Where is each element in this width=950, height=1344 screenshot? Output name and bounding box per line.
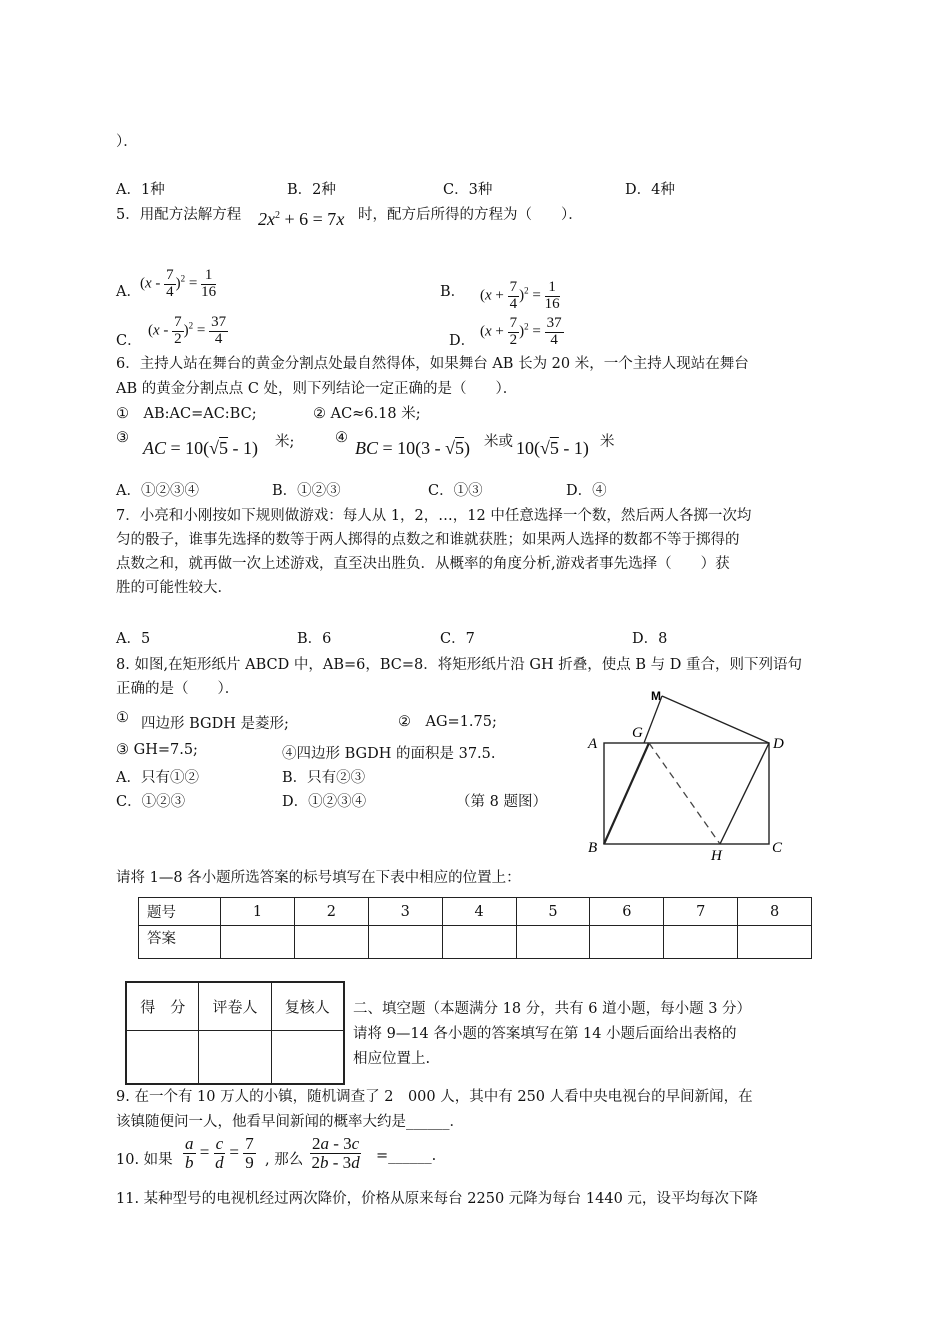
q8-option-d: D．①②③④ xyxy=(282,794,367,810)
label-b: B xyxy=(588,840,598,856)
score-table xyxy=(125,981,345,1085)
grader-cell[interactable] xyxy=(199,1031,271,1085)
q6-option-c: C．①③ xyxy=(428,483,483,499)
label-g: G xyxy=(632,725,643,741)
q6-s4-expression-1: BC = 10(3 - √5) xyxy=(355,438,471,458)
q6-s4-expression-2: 10(√5 - 1) xyxy=(516,438,589,458)
q5-equation: $2x^2 + 6 = 7x$ xyxy=(258,209,345,229)
label-h: H xyxy=(711,848,722,864)
q10-equation-1: $\frac{a}{b}$ = $\frac{c}{d}$ = $\frac{7}{9}$ xyxy=(185,1134,254,1172)
label-m: M xyxy=(651,689,661,703)
question-11: 11. 某种型号的电视机经过两次降价，价格从原来每台 2250 元降为每台 1440 元，设平均每次下降 xyxy=(116,1191,758,1207)
q5-stem-after: 时，配方后所得的方程为（ ）． xyxy=(358,207,583,223)
q5-label-a: A． xyxy=(116,284,141,300)
answer-table xyxy=(138,897,812,959)
q4-option-c: C．3种 xyxy=(443,182,493,198)
q7-option-d: D．8 xyxy=(632,631,668,647)
q8-figure-caption: （第 8 题图） xyxy=(456,794,547,810)
q8-stem-line-2: 正确的是（ ）． xyxy=(116,681,240,697)
q8-option-b: B．只有②③ xyxy=(282,770,366,786)
score-table-header-row xyxy=(126,982,344,1031)
label-a: A xyxy=(588,736,598,752)
answer-table-number: 2 xyxy=(294,898,368,926)
answer-table-number: 1 xyxy=(221,898,295,926)
label-c: C xyxy=(772,840,783,856)
answer-cell[interactable] xyxy=(590,926,664,959)
section-2-note-line-2: 相应位置上. xyxy=(353,1051,431,1067)
q6-statement-2: ② AC≈6.18 米; xyxy=(313,406,421,422)
reviewer-header: 复核人 xyxy=(271,982,344,1031)
q8-stem-line-1: 8. 如图,在矩形纸片 ABCD 中，AB=6，BC=8．将矩形纸片沿 GH 折叠，使点 B 与 D 重合，则下列语句 xyxy=(116,657,802,673)
label-d: D xyxy=(773,736,784,752)
q5-option-b: (x + $\frac{7}{4}$ )$^2$ = $\frac{1}{16}$ xyxy=(480,279,560,312)
q8-figure xyxy=(580,680,790,870)
q5-stem-before: 5．用配方法解方程 xyxy=(116,207,242,223)
q6-option-b: B．①②③ xyxy=(272,483,341,499)
answer-table-number: 5 xyxy=(516,898,590,926)
answer-table-row2-label: 答案 xyxy=(139,926,221,959)
answer-cell[interactable] xyxy=(221,926,295,959)
q9-line-2: 该镇随便问一人，他看早间新闻的概率大约是______． xyxy=(116,1114,464,1130)
q8-s1-label: ① xyxy=(116,710,129,726)
segment-md xyxy=(662,696,769,743)
answer-table-answer-row xyxy=(139,926,812,959)
q10-prefix: 10. 如果 xyxy=(116,1152,173,1168)
q7-stem-line-1: 7．小亮和小刚按如下规则做游戏：每人从 1，2，…，12 中任意选择一个数，然后两人各掷一次均 xyxy=(116,508,752,524)
q5-label-b: B． xyxy=(440,284,466,300)
q6-stem-line-1: 6．主持人站在舞台的黄金分割点处最自然得体，如果舞台 AB 长为 20 米，一个主持人现站在舞台 xyxy=(116,356,749,372)
answer-table-number: 3 xyxy=(368,898,442,926)
q6-option-d: D．④ xyxy=(566,483,607,499)
q6-s4-mid: 米或 xyxy=(484,434,513,450)
q7-option-a: A．5 xyxy=(116,631,151,647)
q8-option-a: A．只有①② xyxy=(116,770,199,786)
q5-option-c: (x - $\frac{7}{2}$ )$^2$ = $\frac{37}{4}$ xyxy=(148,314,227,347)
q7-option-b: B．6 xyxy=(297,631,332,647)
q5-option-a: (x - $\frac{7}{4}$ )$^2$ = $\frac{1}{16}$ xyxy=(140,267,217,300)
score-table-input-row xyxy=(126,1031,344,1085)
reviewer-cell[interactable] xyxy=(271,1031,344,1085)
q8-statement-1: 四边形 BGDH 是菱形; xyxy=(141,716,289,732)
score-header: 得 分 xyxy=(126,982,199,1031)
answer-table-header-row xyxy=(139,898,812,926)
q7-stem-line-2: 匀的骰子，谁事先选择的数等于两人掷得的点数之和谁就获胜；如果两人选择的数都不等于掷得的 xyxy=(116,532,740,548)
prev-question-fragment: ）． xyxy=(116,134,138,150)
segment-hd xyxy=(720,743,769,844)
q4-option-d: D．4种 xyxy=(625,182,675,198)
q6-s3-unit: 米; xyxy=(275,434,295,450)
section-2-title: 二、填空题（本题满分 18 分，共有 6 道小题，每小题 3 分） xyxy=(353,1001,752,1017)
q4-option-a: A．1种 xyxy=(116,182,165,198)
q7-stem-line-4: 胜的可能性较大． xyxy=(116,580,232,596)
segment-gh xyxy=(649,743,720,844)
q6-s4-label: ④ xyxy=(335,430,348,446)
q9-line-1: 9. 在一个有 10 万人的小镇，随机调查了 2 000 人，其中有 250 人看中央电视台的早间新闻，在 xyxy=(116,1089,753,1105)
answer-table-number: 4 xyxy=(442,898,516,926)
q8-statement-2: ② AG=1.75; xyxy=(398,714,497,730)
answer-cell[interactable] xyxy=(368,926,442,959)
answer-table-number: 7 xyxy=(664,898,738,926)
answer-cell[interactable] xyxy=(664,926,738,959)
answer-cell[interactable] xyxy=(294,926,368,959)
q6-stem-line-2: AB 的黄金分割点点 C 处，则下列结论一定正确的是（ ）． xyxy=(116,381,518,397)
segment-bg xyxy=(604,743,649,844)
section-2-note-line-1: 请将 9—14 各小题的答案填写在第 14 小题后面给出表格的 xyxy=(353,1026,737,1042)
q6-statement-1: ① AB:AC=AC:BC; xyxy=(116,406,257,422)
score-cell[interactable] xyxy=(126,1031,199,1085)
answer-table-row1-label: 题号 xyxy=(139,898,221,926)
q10-suffix: =______. xyxy=(376,1148,437,1164)
answer-cell[interactable] xyxy=(738,926,812,959)
q6-s3-expression: AC = 10(√5 - 1) xyxy=(143,438,259,458)
q6-s4-unit: 米 xyxy=(600,434,615,450)
answer-cell[interactable] xyxy=(442,926,516,959)
q4-option-b: B．2种 xyxy=(287,182,336,198)
q5-label-c: C． xyxy=(116,333,142,349)
segment-mg xyxy=(644,696,662,743)
grader-header: 评卷人 xyxy=(199,982,271,1031)
q7-option-c: C．7 xyxy=(440,631,475,647)
q6-option-a: A．①②③④ xyxy=(116,483,199,499)
q5-label-d: D． xyxy=(449,333,476,349)
answer-cell[interactable] xyxy=(516,926,590,959)
q8-statement-3: ③ GH=7.5; xyxy=(116,742,198,758)
answer-table-number: 8 xyxy=(738,898,812,926)
answer-table-number: 6 xyxy=(590,898,664,926)
q5-option-d: (x + $\frac{7}{2}$ )$^2$ = $\frac{37}{4}$ xyxy=(480,315,562,348)
q8-option-c: C．①②③ xyxy=(116,794,186,810)
answer-note: 请将 1—8 各小题所选答案的标号填写在下表中相应的位置上： xyxy=(116,870,521,886)
q10-equation-2: $\frac{2a - 3c}{2b - 3d}$ xyxy=(311,1134,360,1172)
q10-middle: , 那么 xyxy=(265,1152,304,1168)
q6-s3-label: ③ xyxy=(116,430,129,446)
q8-statement-4: ④四边形 BGDH 的面积是 37.5. xyxy=(282,746,496,762)
q7-stem-line-3: 点数之和，就再做一次上述游戏，直至决出胜负．从概率的角度分析,游戏者事先选择（ ）获 xyxy=(116,556,730,572)
